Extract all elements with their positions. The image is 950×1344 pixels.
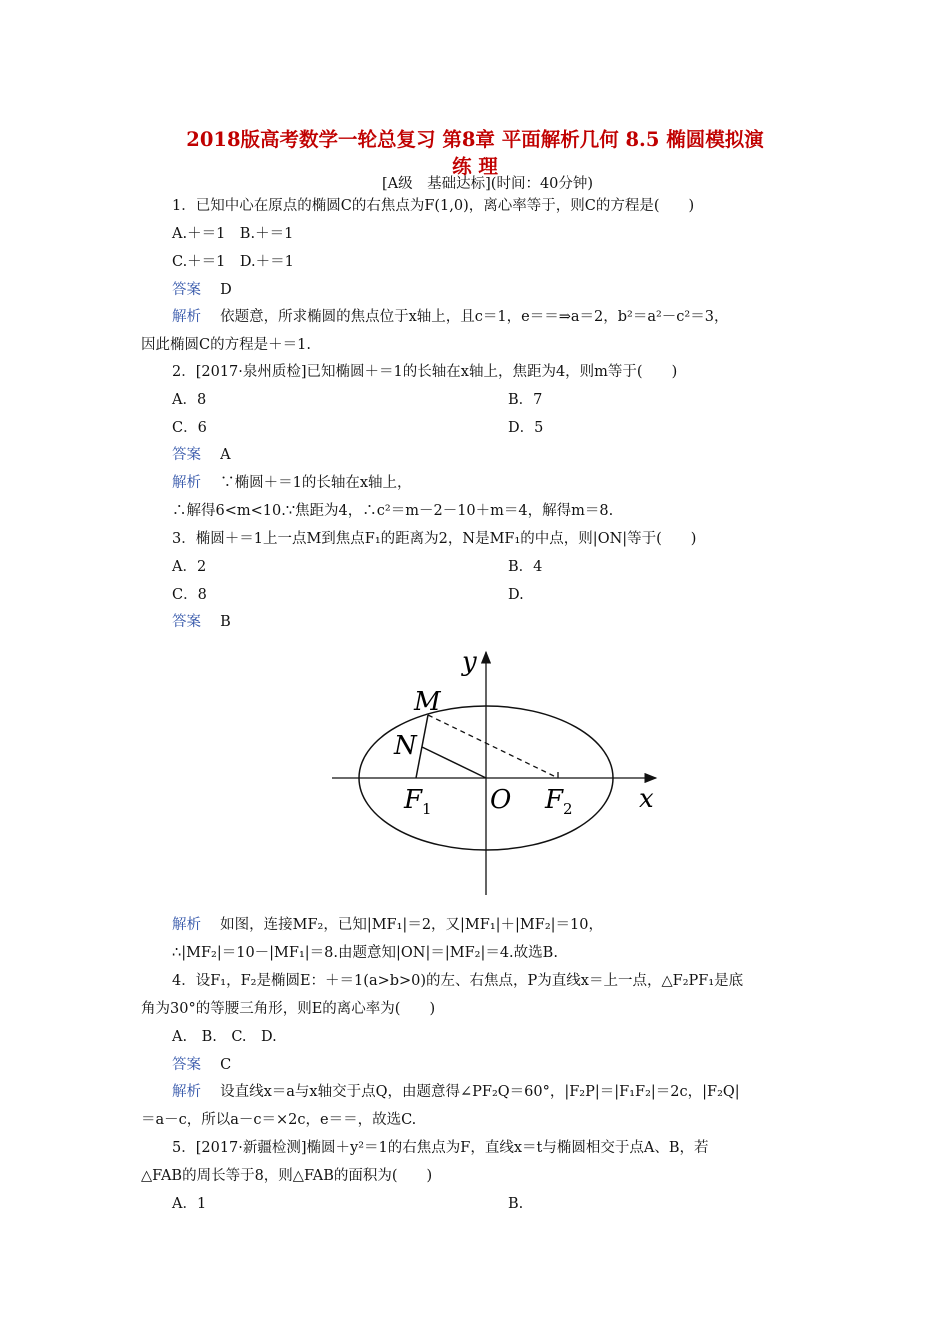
analysis-text: 如图，连接MF₂，已知|MF₁|＝2，又|MF₁|＋|MF₂|＝10， [220, 917, 603, 933]
analysis-label: 解析 [172, 475, 201, 491]
q1-analysis-1 [172, 307, 728, 327]
q1-options-ab: A.＋＝1 B.＋＝1 [172, 226, 294, 242]
q4-analysis-2: ＝a－c，所以a－c＝×2c，e＝＝，故选C. [141, 1112, 417, 1128]
ellipse-diagram [310, 640, 662, 900]
analysis-text: ∵椭圆＋＝1的长轴在x轴上， [220, 475, 412, 491]
label-n: N [394, 731, 417, 761]
q1-analysis-2: 因此椭圆C的方程是＋＝1. [141, 337, 311, 353]
title-line-2: 练 理 [452, 155, 498, 178]
q3-option-d: D. [508, 587, 524, 603]
analysis-label: 解析 [172, 1084, 201, 1100]
answer-label: 答案 [172, 1057, 201, 1073]
q2-option-b: B．7 [508, 392, 543, 408]
q4-analysis-1 [172, 1082, 740, 1102]
q2-answer [172, 445, 231, 465]
label-f2-subscript: 2 [563, 800, 573, 818]
label-f1 [403, 785, 432, 818]
label-f1-subscript: 1 [422, 800, 432, 818]
q4-stem-2: 角为30°的等腰三角形，则E的离心率为( ) [141, 1001, 436, 1017]
analysis-text: 依题意，所求椭圆的焦点位于x轴上，且c＝1，e＝＝⇒a＝2，b²＝a²－c²＝3， [220, 309, 729, 325]
title-line-1: 2018版高考数学一轮总复习 第8章 平面解析几何 8.5 椭圆模拟演 [186, 128, 764, 151]
label-y: y [462, 647, 477, 677]
q4-stem-1: 4．设F₁，F₂是椭圆E：＋＝1(a>b>0)的左、右焦点，P为直线x＝上一点，△F₂PF₁是底 [172, 973, 744, 989]
q1-stem: 1．已知中心在原点的椭圆C的右焦点为F(1,0)，离心率等于，则C的方程是( ) [172, 198, 695, 214]
answer-label: 答案 [172, 447, 201, 463]
q1-answer [172, 280, 232, 300]
label-f2-letter: F [545, 785, 564, 815]
analysis-label: 解析 [172, 917, 201, 933]
analysis-text: 设直线x＝a与x轴交于点Q，由题意得∠PF₂Q＝60°，|F₂P|＝|F₁F₂|＝2c，|F₂Q| [220, 1084, 740, 1100]
q3-analysis-2: ∴|MF₂|＝10－|MF₁|＝8.由题意知|ON|＝|MF₂|＝4.故选B. [172, 945, 558, 961]
q3-option-c: C．8 [172, 587, 207, 603]
answer-value: B [220, 614, 231, 630]
q3-option-a: A．2 [172, 559, 207, 575]
q5-stem-2: △FAB的周长等于8，则△FAB的面积为( ) [141, 1168, 433, 1184]
document-title [120, 126, 830, 180]
segment-mf2-dashed [428, 715, 558, 778]
q2-option-c: C．6 [172, 420, 207, 436]
q2-option-d: D．5 [508, 420, 544, 436]
answer-value: C [220, 1057, 232, 1073]
q4-options: A. B. C. D. [172, 1029, 277, 1045]
q2-option-a: A．8 [172, 392, 207, 408]
answer-label: 答案 [172, 614, 201, 630]
label-f2 [544, 785, 573, 818]
q3-analysis-1 [172, 915, 603, 935]
q1-options-cd: C.＋＝1 D.＋＝1 [172, 254, 294, 270]
q5-option-b: B. [508, 1196, 524, 1212]
label-x: x [639, 784, 654, 814]
q3-stem: 3．椭圆＋＝1上一点M到焦点F₁的距离为2，N是MF₁的中点，则|ON|等于( ) [172, 531, 697, 547]
answer-value: A [220, 447, 231, 463]
answer-value: D [220, 282, 232, 298]
q2-analysis-2: ∴解得6<m<10.∵焦距为4，∴c²＝m－2－10＋m＝4，解得m＝8. [172, 503, 614, 519]
label-o: O [490, 785, 512, 815]
label-f1-letter: F [404, 785, 423, 815]
label-m: M [414, 687, 441, 717]
analysis-label: 解析 [172, 309, 201, 325]
q5-option-a: A．1 [172, 1196, 207, 1212]
level-subtitle: [A级 基础达标](时间：40分钟) [382, 176, 594, 192]
answer-label: 答案 [172, 282, 201, 298]
segment-no [422, 747, 486, 778]
ellipse-figure [310, 640, 662, 900]
q2-analysis-1 [172, 473, 412, 493]
q4-answer [172, 1055, 231, 1075]
q5-stem-1: 5．[2017·新疆检测]椭圆＋y²＝1的右焦点为F，直线x＝t与椭圆相交于点A、B，若 [172, 1140, 709, 1156]
segment-mf1 [416, 715, 428, 778]
q2-stem: 2．[2017·泉州质检]已知椭圆＋＝1的长轴在x轴上，焦距为4，则m等于( ) [172, 364, 678, 380]
q3-answer [172, 612, 231, 632]
q3-option-b: B．4 [508, 559, 543, 575]
